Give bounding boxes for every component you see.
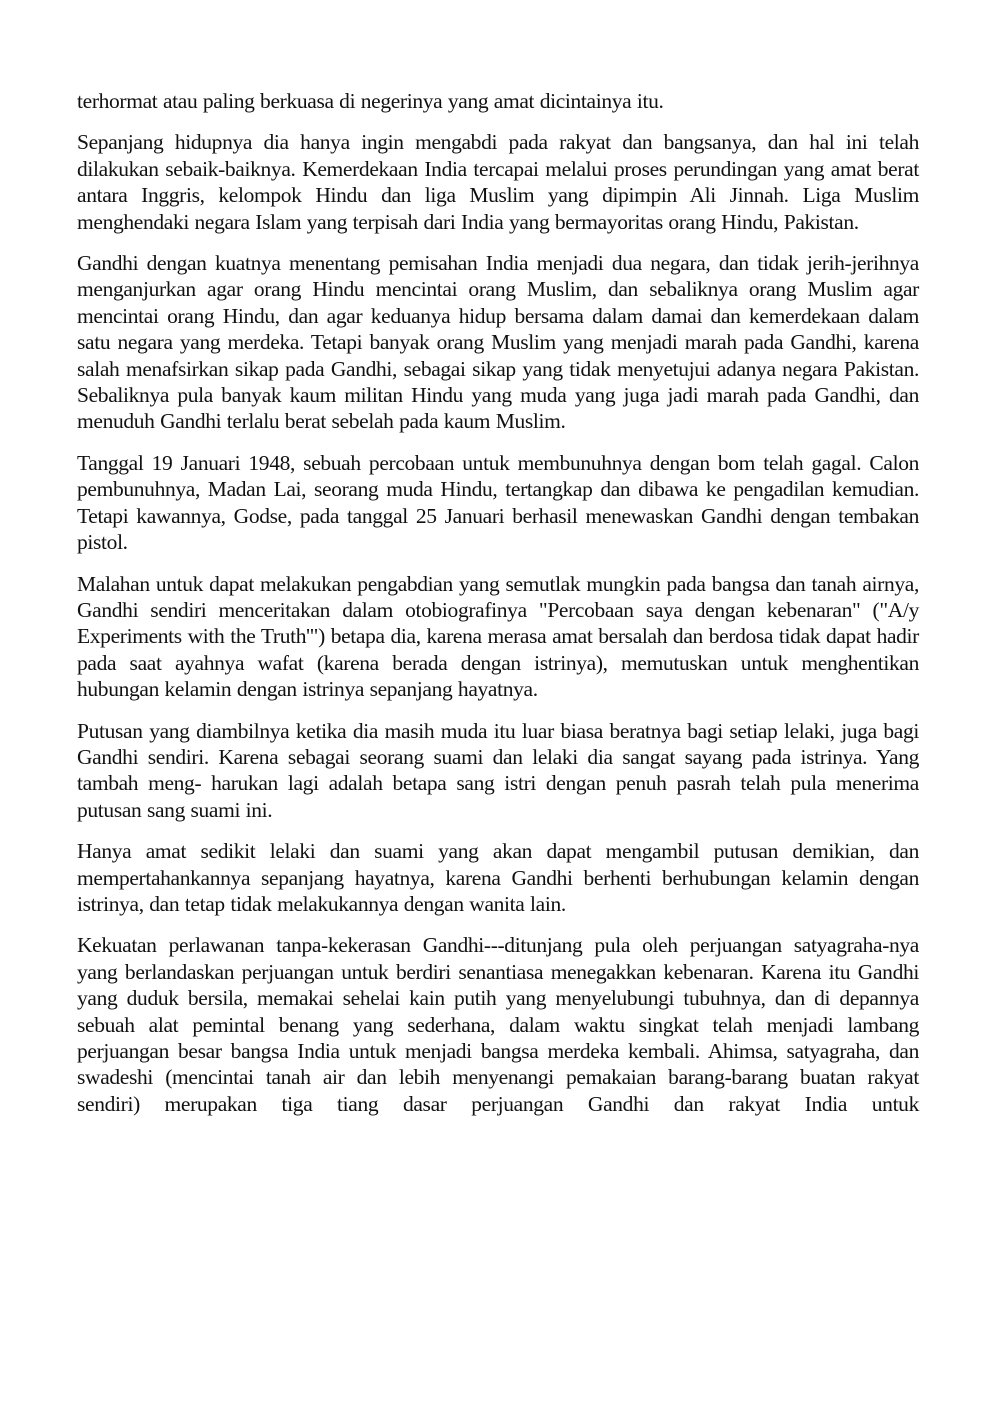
paragraph: Sepanjang hidupnya dia hanya ingin mengabdi pada rakyat dan bangsanya, dan hal ini telah dilakukan sebaik-baiknya. Kemerdekaan India tercapai melalui proses perundingan yang amat berat antara Inggris, kelompok Hindu dan liga Muslim yang dipimpin Ali Jinnah. Liga Muslim menghendaki negara Islam yang terpisah dari India yang bermayoritas orang Hindu, Pakistan. [77,130,919,234]
paragraph-continues-next-page: Kekuatan perlawanan tanpa-kekerasan Gandhi---ditunjang pula oleh perjuangan satyagraha-nya yang berlandaskan perjuangan untuk berdiri senantiasa menegakkan kebenaran. Karena itu Gandhi yang duduk bersila, memakai sehelai kain putih yang menyelubungi tubuhnya, dan di depannya sebuah alat pemintal benang yang sederhana, dalam waktu singkat telah menjadi lambang perjuangan besar bangsa India untuk menjadi bangsa merdeka kembali. Ahimsa, satyagraha, dan swadeshi (mencintai tanah air dan lebih menyenangi pemakaian barang-barang buatan rakyat sendiri) merupakan tiga tiang dasar perjuangan Gandhi dan rakyat India untuk [77,933,919,1116]
paragraph: Hanya amat sedikit lelaki dan suami yang akan dapat mengambil putusan demikian, dan mempertahankannya sepanjang hayatnya, karena Gandhi berhenti berhubungan kelamin dengan istrinya, dan tetap tidak melakukannya dengan wanita lain. [77,839,919,916]
paragraph: Putusan yang diambilnya ketika dia masih muda itu luar biasa beratnya bagi setiap lelaki, juga bagi Gandhi sendiri. Karena sebagai seorang suami dan lelaki dia sangat sayang pada istrinya. Yang tambah meng- harukan lagi adalah betapa sang istri dengan penuh pasrah telah pula menerima putusan sang suami ini. [77,718,919,822]
paragraph: Tanggal 19 Januari 1948, sebuah percobaan untuk membunuhnya dengan bom telah gagal. Calon pembunuhnya, Madan Lai, seorang muda Hindu, tertangkap dan dibawa ke pengadilan kemudian. Tetapi kawannya, Godse, pada tanggal 25 Januari berhasil menewaskan Gandhi dengan tembakan pistol. [77,450,919,555]
document-body [77,88,919,1132]
paragraph: Malahan untuk dapat melakukan pengabdian yang semutlak mungkin pada bangsa dan tanah airnya, Gandhi sendiri menceritakan dalam otobiografinya "Percobaan saya dengan kebenaran" ("A/y Experiments with the Truth'") betapa dia, karena merasa amat bersalah dan berdosa tidak dapat hadir pada saat ayahnya wafat (karena berada dengan istrinya), memutuskan untuk menghentikan hubungan kelamin dengan istrinya sepanjang hayatnya. [77,571,919,702]
paragraph: Gandhi dengan kuatnya menentang pemisahan India menjadi dua negara, dan tidak jerih-jerihnya menganjurkan agar orang Hindu mencintai orang Muslim, dan sebaliknya orang Muslim agar mencintai orang Hindu, dan agar keduanya hidup bersama dalam damai dan kemerdekaan dalam satu negara yang merdeka. Tetapi banyak orang Muslim yang menjadi marah pada Gandhi, karena salah menafsirkan sikap pada Gandhi, sebagai sikap yang tidak menyetujui adanya negara Pakistan. Sebaliknya pula banyak kaum militan Hindu yang muda yang juga jadi marah pada Gandhi, dan menuduh Gandhi terlalu berat sebelah pada kaum Muslim. [77,251,919,434]
paragraph-continuation: terhormat atau paling berkuasa di negerinya yang amat dicintainya itu. [77,89,664,113]
